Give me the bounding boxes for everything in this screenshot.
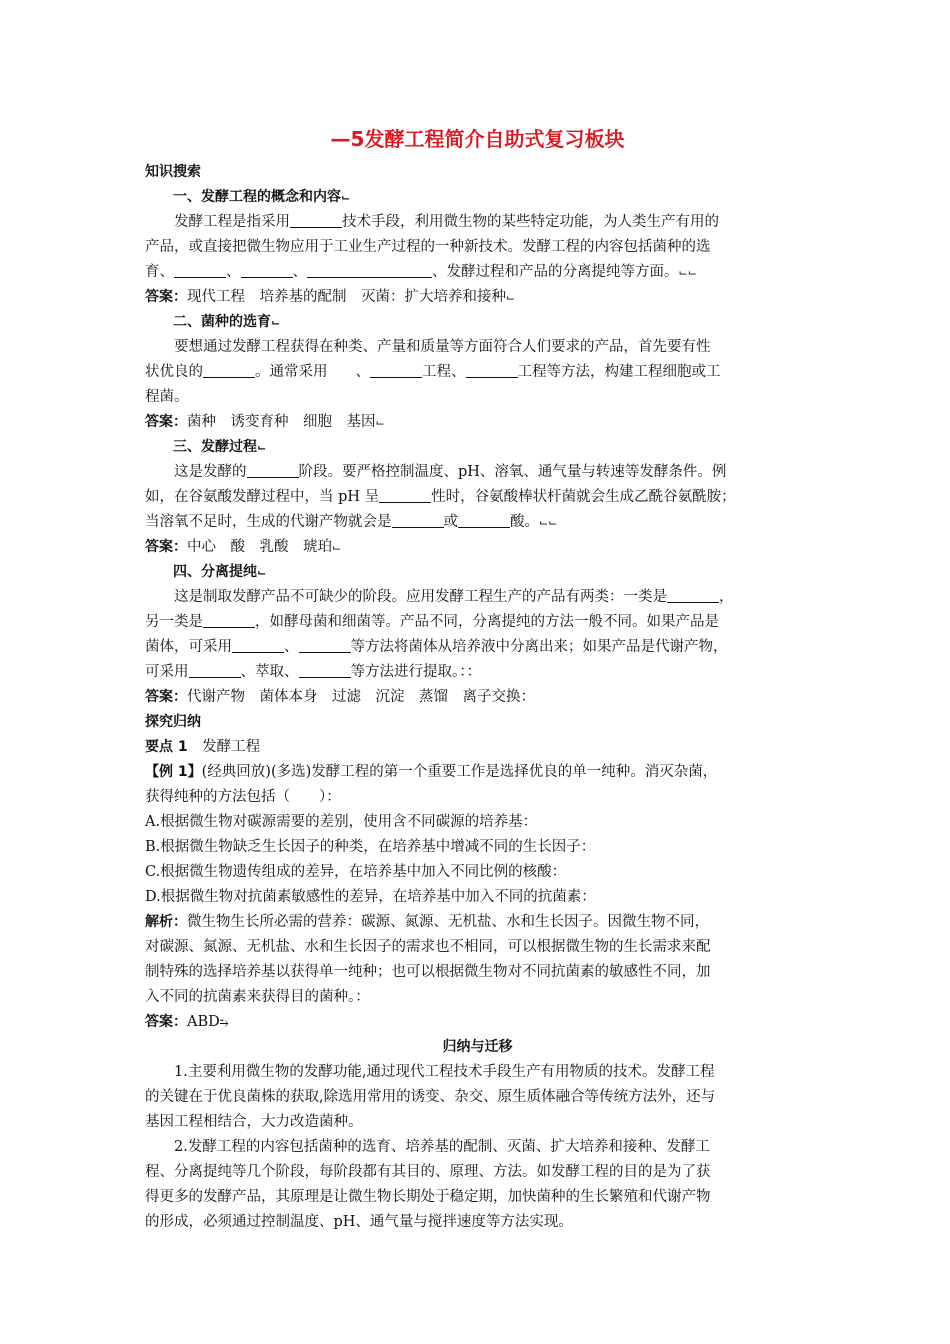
s3-paragraph-line2: 如，在谷氨酸发酵过程中，当 pH 呈 性时，谷氨酸棒状杆菌就会生成乙酰谷氨酰胺； (145, 489, 736, 505)
paragraph-mark-icon: ⌙⌙ (539, 516, 558, 529)
fill-blank (458, 513, 510, 528)
fill-blank (203, 363, 255, 378)
fill-blank (299, 663, 351, 678)
fill-blank (370, 363, 422, 378)
fill-blank (203, 613, 255, 628)
s1-paragraph: 发酵工程是指采用 技术手段，利用微生物的某些特定功能，为人类生产有用的 (174, 214, 719, 230)
fill-blank (392, 513, 444, 528)
s4-paragraph-line4: 可采用 、萃取、 等方法进行提取。：： (145, 664, 481, 680)
fill-blank (241, 263, 293, 278)
example-1-stem-line2: 获得纯种的方法包括（ ）： (145, 789, 341, 805)
paragraph-mark-icon: ⌙ (257, 566, 267, 579)
s2-answer: 答案：菌种 诱变育种 细胞 基因⌙ (145, 414, 385, 430)
fill-blank (290, 213, 342, 228)
summary-p1-line3: 基因工程相结合，大力改造菌种。 (145, 1114, 363, 1130)
fill-blank (307, 263, 432, 278)
summary-heading: 归纳与迁移 (442, 1039, 513, 1055)
fill-blank (174, 263, 226, 278)
fill-blank (667, 588, 719, 603)
s1-paragraph-line3: 育、 、 、 、发酵过程和产品的分离提纯等方面。⌙⌙ (145, 264, 697, 280)
fill-blank (328, 364, 356, 378)
option-d: D.根据微生物对抗菌素敏感性的差异，在培养基中加入不同的抗菌素： (145, 889, 596, 905)
s1-heading: 一、发酵工程的概念和内容⌙ (173, 189, 351, 205)
paragraph-mark-icon: ⌙ (341, 191, 351, 204)
option-a: A.根据微生物对碳源需要的差别，使用含不同碳源的培养基： (145, 814, 538, 830)
s3-answer: 答案：中心 酸 乳酸 琥珀⌙ (145, 539, 342, 555)
paragraph-mark-icon: ⌙ (332, 541, 342, 554)
analysis-line2: 对碳源、氮源、无机盐、水和生长因子的需求也不相同，可以根据微生物的生长需求来配 (145, 939, 711, 955)
s1-paragraph-line2: 产品，或直接把微生物应用于工业生产过程的一种新技术。发酵工程的内容包括菌种的选 (145, 239, 711, 255)
s3-paragraph: 这是发酵的 阶段。要严格控制温度、pH、溶氧、通气量与转速等发酵条件。例 (174, 464, 727, 480)
summary-p2: 2.发酵工程的内容包括菌种的选育、培养基的配制、灭菌、扩大培养和接种、发酵工 (174, 1139, 710, 1155)
example-answer: 答案：ABD⥲ (145, 1014, 229, 1030)
fill-blank (299, 638, 351, 653)
summary-p2-line2: 程、分离提纯等几个阶段，每阶段都有其目的、原理、方法。如发酵工程的目的是为了获 (145, 1164, 711, 1180)
paragraph-mark-icon: ⌙ (257, 441, 267, 454)
example-1-stem: 【例 1】(经典回放)(多选)发酵工程的第一个重要工作是选择优良的单一纯种。消灭杂菌， (145, 764, 718, 780)
fill-blank (247, 463, 299, 478)
point-1: 要点 1 发酵工程 (145, 739, 261, 755)
s4-heading: 四、分离提纯⌙ (173, 564, 267, 580)
s3-heading: 三、发酵过程⌙ (173, 439, 267, 455)
s4-paragraph-line2: 另一类是 ，如酵母菌和细菌等。产品不同，分离提纯的方法一般不同。如果产品是 (145, 614, 719, 630)
fill-blank (466, 363, 518, 378)
s3-paragraph-line3: 当溶氧不足时，生成的代谢产物就会是 或 酸。⌙⌙ (145, 514, 558, 530)
summary-p1-line2: 的关键在于优良菌株的获取,除选用常用的诱变、杂交、原生质体融合等传统方法外，还与 (145, 1089, 716, 1105)
page-title: —5发酵工程简介自助式复习板块 (330, 127, 625, 151)
summary-p2-line3: 得更多的发酵产品，其原理是让微生物长期处于稳定期，加快菌种的生长繁殖和代谢产物 (145, 1189, 711, 1205)
analysis-line3: 制特殊的选择培养基以获得单一纯种；也可以根据微生物对不同抗菌素的敏感性不同，加 (145, 964, 711, 980)
option-c: C.根据微生物遗传组成的差异，在培养基中加入不同比例的核酸： (145, 864, 567, 880)
s4-paragraph: 这是制取发酵产品不可缺少的阶段。应用发酵工程生产的产品有两类：一类是 ， (174, 589, 734, 605)
document-content (145, 124, 810, 1235)
fill-blank (232, 638, 284, 653)
s2-paragraph-line2: 状优良的 。通常采用 、 工程、 工程等方法，构建工程细胞或工 (145, 364, 721, 380)
s2-paragraph: 要想通过发酵工程获得在种类、产量和质量等方面符合人们要求的产品，首先要有性 (174, 339, 711, 355)
summary-p2-line4: 的形成，必须通过控制温度、pH、通气量与搅拌速度等方法实现。 (145, 1214, 573, 1230)
analysis: 解析：微生物生长所必需的营养：碳源、氮源、无机盐、水和生长因子。因微生物不同， (145, 914, 709, 930)
summary-p1: 1.主要利用微生物的发酵功能,通过现代工程技术手段生产有用物质的技术。发酵工程 (174, 1064, 715, 1080)
section-explore: 探究归纳 (145, 714, 201, 730)
s2-heading: 二、菌种的选育⌙ (173, 314, 281, 330)
s2-paragraph-line3: 程菌。 (145, 389, 189, 405)
paragraph-mark-icon: ⌙⌙ (678, 266, 697, 279)
s4-answer: 答案：代谢产物 菌体本身 过滤 沉淀 蒸馏 离子交换： (145, 689, 535, 705)
analysis-line4: 入不同的抗菌素来获得目的菌种。： (145, 989, 370, 1005)
paragraph-mark-icon: ⌙ (271, 316, 281, 329)
option-b: B.根据微生物缺乏生长因子的种类，在培养基中增减不同的生长因子： (145, 839, 596, 855)
paragraph-mark-icon: ⌙ (506, 291, 516, 304)
fill-blank (189, 663, 241, 678)
paragraph-mark-icon: ⌙ (375, 416, 385, 429)
squiggle-mark-icon: ⥲ (219, 1016, 229, 1029)
s4-paragraph-line3: 菌体，可采用 、 等方法将菌体从培养液中分离出来；如果产品是代谢产物， (145, 639, 728, 655)
s1-answer: 答案：现代工程 培养基的配制 灭菌：扩大培养和接种⌙ (145, 289, 516, 305)
section-knowledge-search: 知识搜索 (145, 164, 201, 180)
fill-blank (379, 488, 431, 503)
